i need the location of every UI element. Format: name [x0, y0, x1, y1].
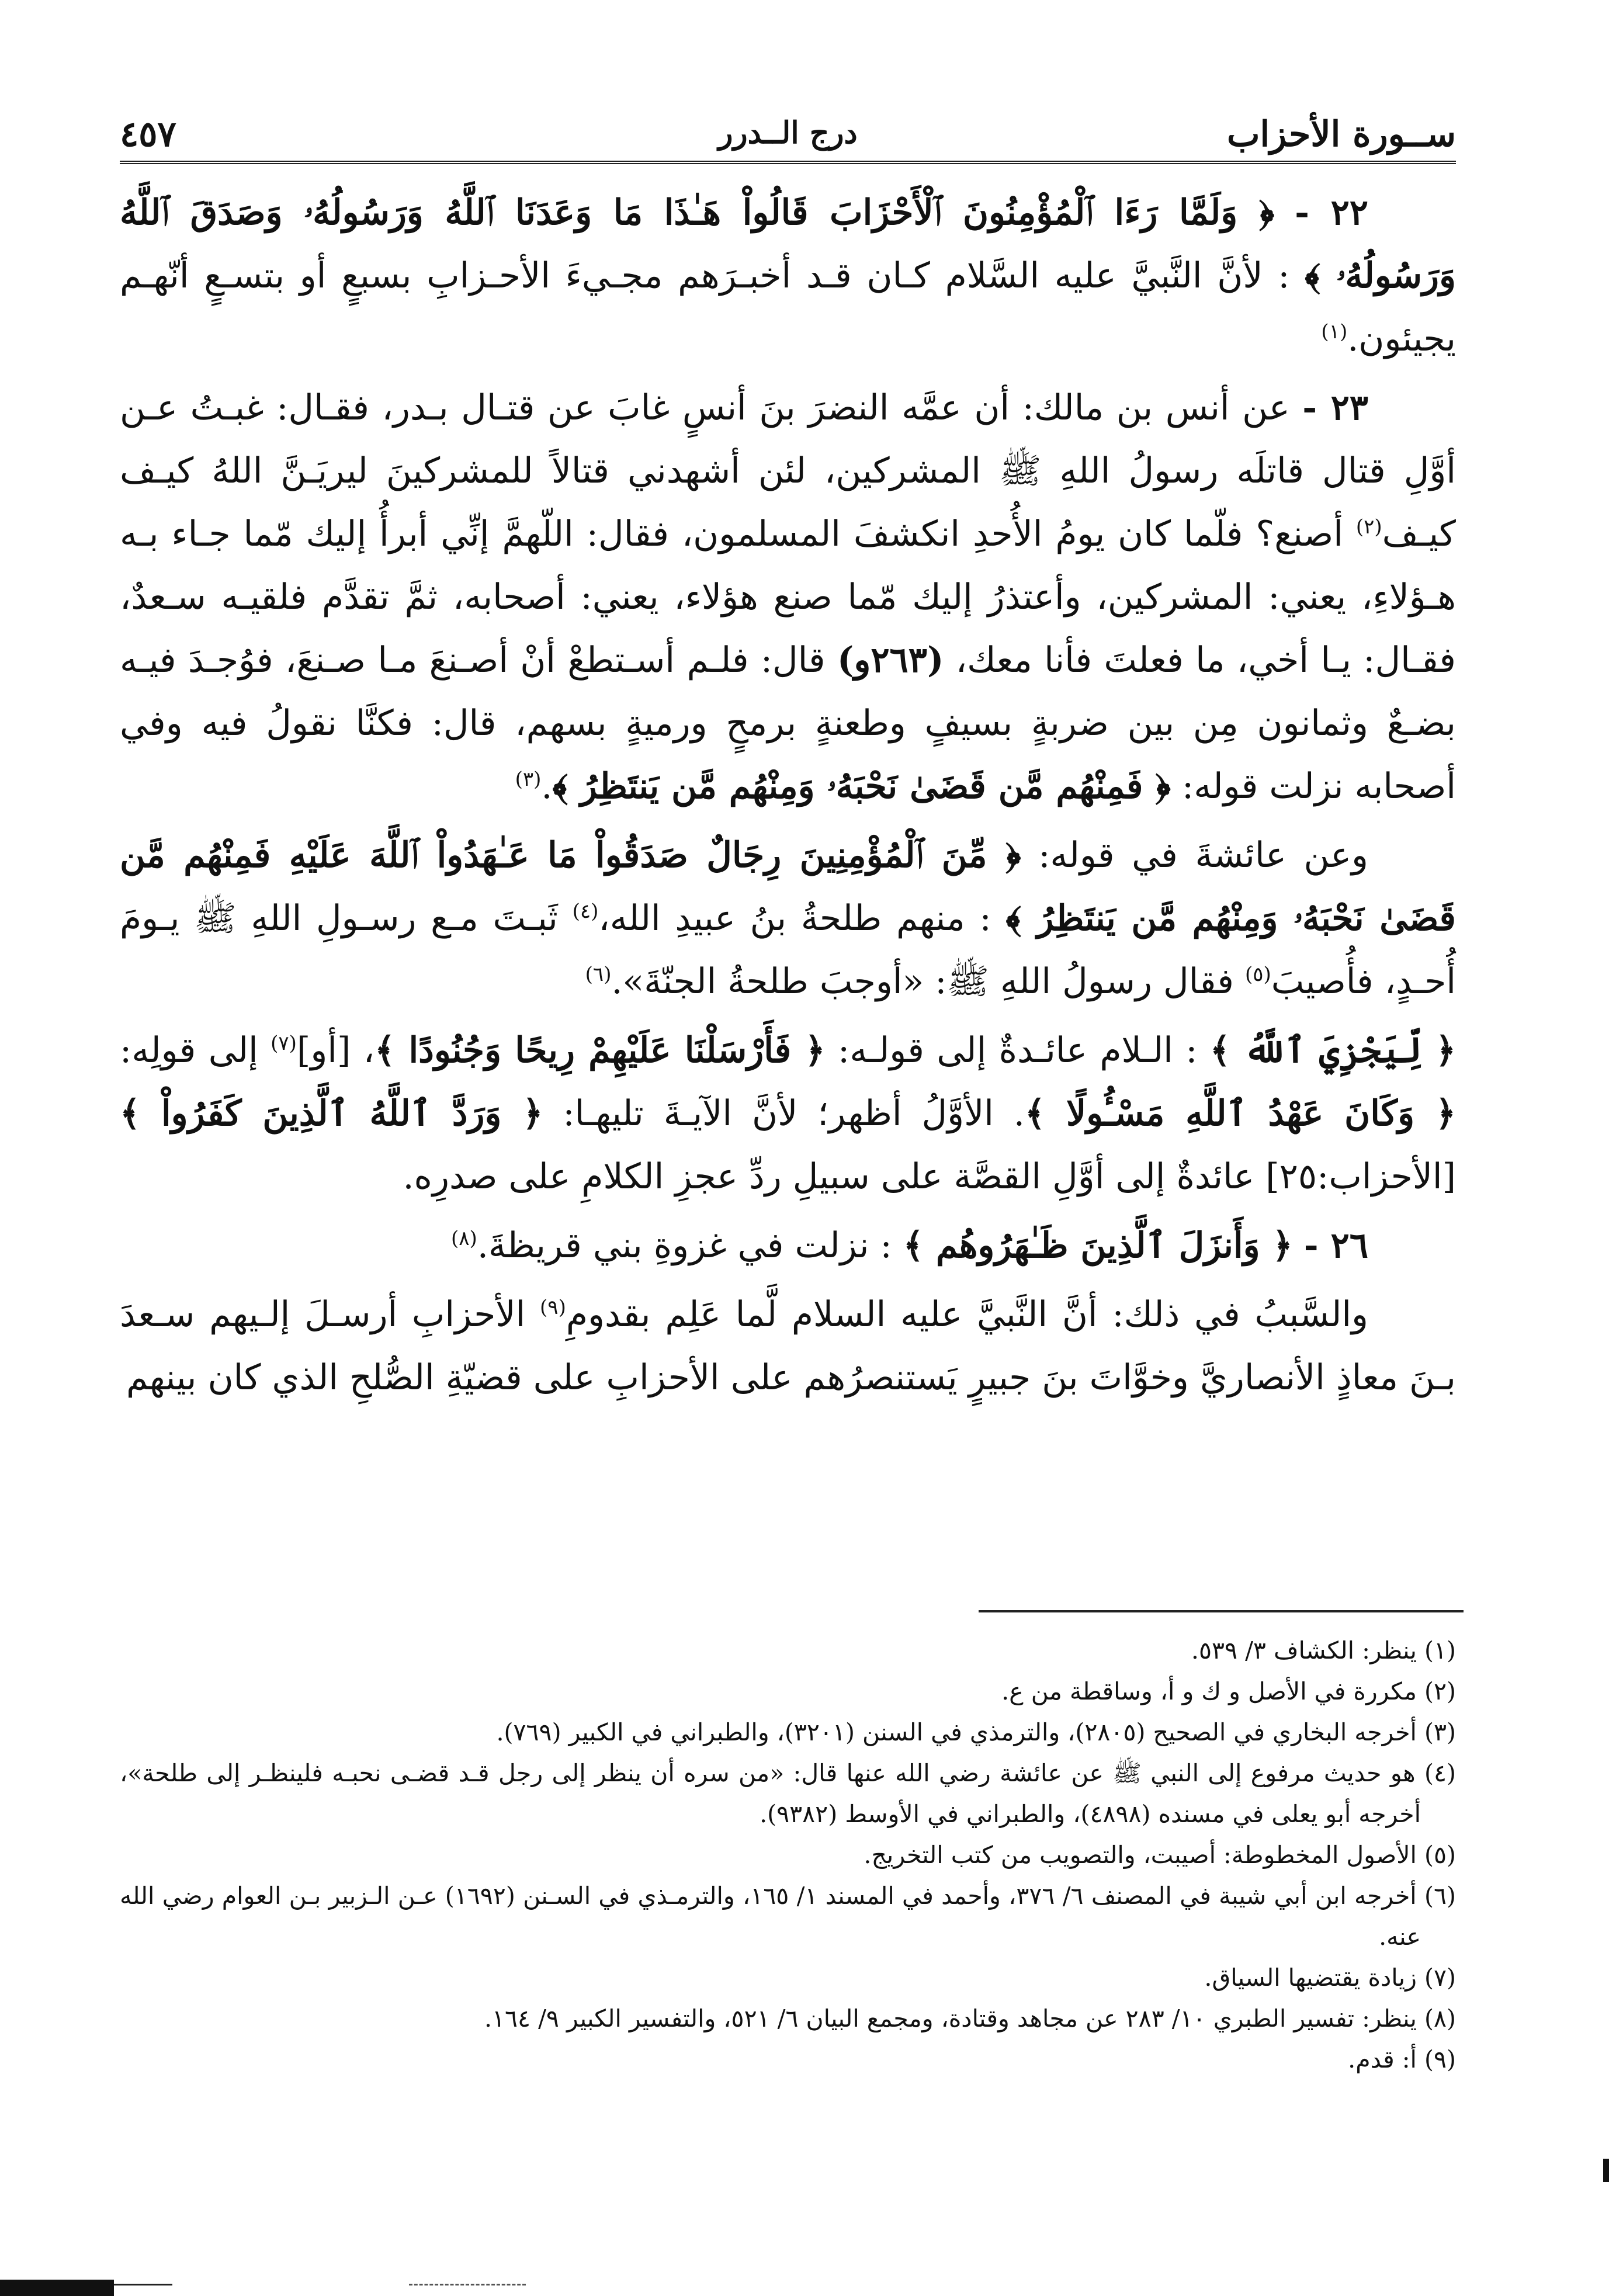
punctuation: .: [541, 766, 553, 807]
commentary-text: : الـلام عائـدةٌ إلى قولـه:: [837, 1030, 1198, 1071]
commentary-text: الأحزابِ أرسـلَ إلـيهم سـعدَ بـنَ معاذٍ الأنصاريَّ وخوَّاتَ بنَ جبيرٍ يَستنصرُهم على الأحزابِ على قضيّةِ الصُّلحِ الذي كان بينهم: [120, 1294, 1456, 1398]
verse-number: ٢٢ -: [1295, 192, 1369, 233]
footnote-ref: (٤): [572, 900, 599, 923]
surah-title: ســورة الأحزاب: [1227, 114, 1456, 155]
footnote-ref: (٥): [1245, 963, 1271, 986]
page-number: ٤٥٧: [120, 114, 176, 155]
commentary-text: : نزلت في غزوةِ بني قريظةَ.: [477, 1225, 892, 1266]
footnote-2: (٢) مكررة في الأصل و ك و أ، وساقطة من ع.: [1001, 1677, 1456, 1705]
paragraph-verse-26: [120, 1214, 1456, 1277]
quran-quote: ﴿ وَأَنزَلَ ٱلَّذِينَ ظَـٰهَرُوهُم ﴾: [903, 1225, 1293, 1266]
verse-number: ٢٣ -: [1302, 387, 1369, 428]
footnote-9: (٩) أ: قدم.: [1348, 2045, 1456, 2073]
paragraph-verse-22: [120, 181, 1456, 370]
footnote-ref: (٨): [451, 1227, 477, 1250]
footnote-7: (٧) زيادة يقتضيها السياق.: [1204, 1964, 1456, 1992]
commentary-text: [الأحزاب:٢٥] عائدةٌ إلى أوَّلِ القصَّة على سبيلِ ردِّ عجزِ الكلامِ على صدرِه.: [403, 1156, 1456, 1197]
footnote-ref: (١): [1321, 320, 1348, 344]
book-title: درج الــدرر: [718, 115, 858, 151]
footnote-8: (٨) ينظر: تفسير الطبري ١٠/ ٢٨٣ عن مجاهد وقتادة، ومجمع البيان ٦/ ٥٢١، والتفسير الكبير ٩/ ١٦٤.: [484, 2004, 1456, 2033]
commentary-text: فقال رسولُ اللهِ ﷺ: «أوجبَ طلحةُ الجنّةَ».: [611, 961, 1234, 1002]
commentary-text: أصنع؟ فلّما كان يومُ الأُحدِ انكشفَ المسلمون، فقال: اللّهمَّ إنِّي أبرأُ إليك مّما جـاء بـه هـؤلاءِ، يعني: المشركين، وأعتذرُ إليك مّما صنع هؤلاء، يعني: أصحابه، ثمَّ تقدَّم فلقيـه سـعدٌ، فقـال: يـا أخي، ما فعلتَ فأنا معك،: [120, 514, 1456, 681]
quran-quote: ﴿ مِّنَ ٱلْمُؤْمِنِينَ رِجَالٌ صَدَقُواْ مَا عَـٰهَدُواْ ٱللَّهَ عَلَيْهِ فَمِنْهُم مَّن قَضَىٰ نَحْبَهُۥ وَمِنْهُم مَّن يَنتَظِرُ ﴾: [120, 835, 1456, 939]
commentary-text: ، [أو]: [296, 1030, 375, 1071]
verse-number: ٢٦ -: [1303, 1225, 1368, 1266]
paragraph-aisha: [120, 824, 1456, 1013]
scan-line: [114, 2284, 172, 2285]
footnote-separator: [979, 1610, 1464, 1612]
footnote-6: (٦) أخرجه ابن أبي شيبة في المصنف ٦/ ٣٧٦، وأحمد في المسند ١/ ١٦٥، والترمـذي في السـنن (١٦٩٢) عـن الـزبير بـن العوام رضي الله عنه.: [120, 1882, 1457, 1951]
quran-quote: ﴿ وَرَدَّ ٱللَّهُ ٱلَّذِينَ كَفَرُواْ ﴾: [120, 1093, 543, 1134]
footnote-1: (١) ينظر: الكشاف ٣/ ٥٣٩.: [1191, 1636, 1456, 1664]
quran-quote: ﴿ وَكَانَ عَهْدُ ٱللَّهِ مَسْـُٔولًا ﴾: [1025, 1093, 1457, 1134]
footnote-4: (٤) هو حديث مرفوع إلى النبي ﷺ عن عائشة رضي الله عنها قال: «من سره أن ينظر إلى رجل قـد قضـى نحبـه فلينظـر إلى طلحة»، أخرجه أبو يعلى في مسنده (٤٨٩٨)، والطبراني في الأوسط (٩٣٨٢).: [120, 1759, 1456, 1828]
commentary-text: عن أنس بن مالك: أن عمَّه النضرَ بنَ أنسٍ غابَ عن قتـال بـدر، فقـال: غبـتُ عـن أوَّلِ قتال قاتلَه رسولُ اللهِ ﷺ المشركين، لئن أشهدني قتالاً للمشركينَ ليريَـنَّ اللهُ كيـف كيـف: [120, 387, 1456, 554]
footnote-ref: (٢): [1355, 515, 1382, 539]
footnote-ref: (٩): [540, 1296, 566, 1319]
page-header: [120, 96, 1456, 161]
paragraph-verse-24: [120, 1019, 1456, 1208]
footnote-3: (٣) أخرجه البخاري في الصحيح (٢٨٠٥)، والترمذي في السنن (٣٢٠١)، والطبراني في الكبير (٧٦٩).: [496, 1718, 1456, 1746]
paragraph-cause: [120, 1283, 1456, 1409]
commentary-text: قال: فلـم أسـتطعْ أنْ أصـنعَ مـا صـنعَ، فوُجـدَ فيـه بضـعٌ وثمانون مِن بين ضربةٍ بسيفٍ وطعنةٍ برمحٍ ورميةٍ بسهم، قال: فكنَّا نقولُ فيه وفي أصحابه نزلت قوله:: [120, 640, 1456, 807]
main-text: [120, 181, 1456, 1415]
commentary-text: . الأوَّلُ أظهر؛ لأنَّ الآيـةَ تليهـا:: [563, 1093, 1025, 1134]
quran-quote: ﴿ فَأَرْسَلْنَا عَلَيْهِمْ رِيحًا وَجُنُودًا ﴾: [374, 1030, 826, 1071]
commentary-text: : لأنَّ النَّبيَّ عليه السَّلام كـان قـد أخبـرَهم مجـيءَ الأحـزابِ بسبعٍ أو بتسـعٍ أنّهـم يجيئون.: [120, 255, 1456, 359]
scan-dots: [409, 2284, 526, 2285]
scan-corner-bar: [0, 2280, 114, 2296]
commentary-text: وعن عائشةَ في قوله:: [1038, 835, 1368, 876]
quran-quote: ﴿ وَلَمَّا رَءَا ٱلْمُؤْمِنُونَ ٱلْأَحْزَابَ قَالُواْ هَـٰذَا مَا وَعَدَنَا ٱللَّهُ وَرَسُولُهُۥ وَصَدَقَ ٱللَّهُ وَرَسُولُهُۥ ﴾: [120, 192, 1457, 296]
quran-quote: ﴿ لِّيَجْزِيَ ٱللَّهُ ﴾: [1209, 1030, 1457, 1071]
commentary-text: : منهم طلحةُ بنُ عبيدِ الله،: [598, 898, 991, 939]
commentary-text: والسَّببُ في ذلك: أنَّ النَّبيَّ عليه السلام لَّما عَلِم بقدومِ: [566, 1294, 1369, 1335]
footnote-ref: (٧): [271, 1032, 297, 1055]
footnote-ref: (٣): [515, 768, 542, 791]
paragraph-verse-23: [120, 376, 1456, 818]
manuscript-folio-ref: (٢٦٣و): [837, 640, 944, 681]
footnotes: [120, 1630, 1456, 2080]
footnote-ref: (٦): [585, 963, 612, 986]
footnote-5: (٥) الأصول المخطوطة: أصيبت، والتصويب من كتب التخريج.: [864, 1841, 1456, 1869]
quran-quote: ﴿ فَمِنْهُم مَّن قَضَىٰ نَحْبَهُۥ وَمِنْهُم مَّن يَنتَظِرُ ﴾: [552, 766, 1171, 807]
scan-edge-mark: [1603, 2159, 1609, 2182]
header-rule: [120, 161, 1456, 164]
commentary-text: إلى قولِه:: [120, 1030, 258, 1071]
commentary-text: ثَبـتَ مـع رسـولِ اللهِ ﷺ يـومَ أُحـدٍ، فأُصيبَ: [120, 898, 1456, 1002]
